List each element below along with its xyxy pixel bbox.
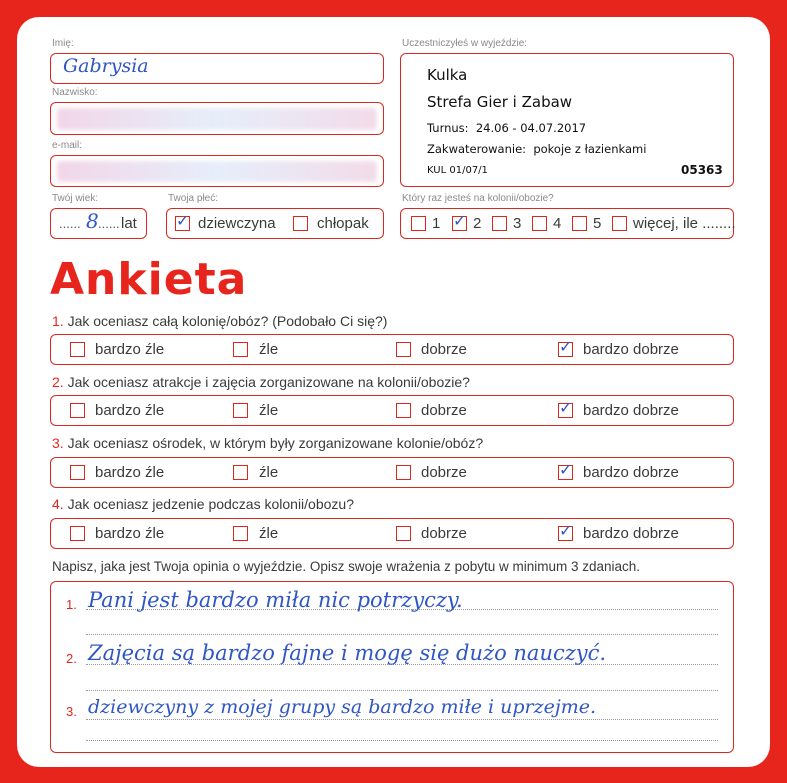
- q1-option-label: dobrze: [421, 341, 467, 358]
- question-number: 2.: [52, 374, 64, 390]
- q2-option-very-good[interactable]: [558, 398, 573, 418]
- times-2-checkbox[interactable]: [452, 211, 467, 231]
- times-more-checkbox[interactable]: [612, 216, 627, 231]
- trip-code: KUL 01/07/1: [427, 165, 488, 176]
- trip-info-box: [400, 53, 734, 187]
- q1-option-label: bardzo dobrze: [583, 341, 679, 358]
- q3-option-label: źle: [259, 464, 279, 481]
- q1-option-good[interactable]: [396, 342, 411, 357]
- name-label: Imię:: [52, 38, 74, 49]
- email-field[interactable]: [50, 155, 384, 187]
- trip-name: Kulka: [427, 66, 468, 84]
- opinion-line-number: 1.: [66, 597, 77, 612]
- q2-option-label: dobrze: [421, 402, 467, 419]
- times-3-label: 3: [513, 215, 522, 232]
- times-5-label: 5: [593, 215, 602, 232]
- turnus-row: [427, 121, 586, 135]
- q1-option-very-bad[interactable]: [70, 342, 85, 357]
- times-3-checkbox[interactable]: [492, 216, 507, 231]
- opinion-line-2: Zajęcia są bardzo fajne i mogę się dużo nauczyć.: [88, 641, 607, 665]
- age-dots-right: ......: [98, 216, 120, 231]
- q2-option-label: bardzo dobrze: [583, 402, 679, 419]
- name-field[interactable]: [50, 53, 384, 84]
- opinion-line-number: 2.: [66, 651, 77, 666]
- writing-line: [86, 690, 718, 691]
- q3-option-very-good[interactable]: [558, 460, 573, 480]
- q4-option-very-good[interactable]: [558, 521, 573, 541]
- opinion-line-3: dziewczyny z mojej grupy są bardzo miłe i uprzejme.: [88, 696, 597, 718]
- question-2-answers: [50, 395, 734, 426]
- q2-option-good[interactable]: [396, 403, 411, 418]
- q4-option-bad[interactable]: [233, 526, 248, 541]
- checkmark-icon: ✓: [559, 337, 573, 356]
- q3-option-very-bad[interactable]: [70, 465, 85, 480]
- surname-redacted: [57, 108, 377, 130]
- question-text: Jak oceniasz jedzenie podczas kolonii/obozu?: [67, 496, 354, 512]
- question-text: Jak oceniasz całą kolonię/obóz? (Podobało Ci się?): [67, 313, 388, 329]
- email-label: e-mail:: [52, 140, 83, 151]
- times-more-label: więcej, ile ........: [633, 215, 736, 232]
- q3-option-label: dobrze: [421, 464, 467, 481]
- accommodation-row: [427, 142, 646, 156]
- q1-option-very-good[interactable]: [558, 337, 573, 357]
- survey-title: Ankieta: [50, 254, 248, 305]
- gender-girl-label: dziewczyna: [198, 215, 276, 232]
- q1-option-bad[interactable]: [233, 342, 248, 357]
- turnus-label: Turnus:: [427, 121, 469, 135]
- q3-option-label: bardzo źle: [95, 464, 165, 481]
- checkmark-icon: ✓: [453, 211, 467, 230]
- writing-line: [86, 719, 718, 720]
- trip-label: Uczestniczyłeś w wyjeździe:: [402, 38, 528, 49]
- q3-option-label: bardzo dobrze: [583, 464, 679, 481]
- times-4-label: 4: [553, 215, 562, 232]
- age-unit: lat: [121, 215, 137, 232]
- accommodation-label: Zakwaterowanie:: [427, 142, 527, 156]
- age-label: Twój wiek:: [52, 193, 99, 204]
- question-4: [52, 496, 354, 512]
- q3-option-good[interactable]: [396, 465, 411, 480]
- times-label: Który raz jesteś na kolonii/obozie?: [402, 193, 554, 204]
- q4-option-label: dobrze: [421, 525, 467, 542]
- gender-girl-checkbox[interactable]: [175, 211, 190, 231]
- checkmark-icon: ✓: [559, 521, 573, 540]
- q2-option-label: źle: [259, 402, 279, 419]
- age-dots-left: ......: [59, 216, 81, 231]
- question-2: [52, 374, 470, 390]
- question-number: 4.: [52, 496, 64, 512]
- q4-option-good[interactable]: [396, 526, 411, 541]
- opinion-prompt: Napisz, jaka jest Twoja opinia o wyjeździe. Opisz swoje wrażenia z pobytu w minimum 3 zdaniach.: [52, 559, 641, 574]
- question-number: 1.: [52, 313, 64, 329]
- q2-option-label: bardzo źle: [95, 402, 165, 419]
- question-1-answers: [50, 334, 734, 365]
- writing-line: [86, 634, 718, 635]
- accommodation-value: pokoje z łazienkami: [533, 142, 647, 156]
- question-3: [52, 435, 483, 451]
- checkmark-icon: ✓: [176, 211, 190, 230]
- question-number: 3.: [52, 435, 64, 451]
- q4-option-label: bardzo źle: [95, 525, 165, 542]
- checkmark-icon: ✓: [559, 398, 573, 417]
- q3-option-bad[interactable]: [233, 465, 248, 480]
- name-value: Gabrysia: [63, 55, 149, 77]
- q4-option-label: bardzo dobrze: [583, 525, 679, 542]
- q1-option-label: bardzo źle: [95, 341, 165, 358]
- question-3-answers: [50, 457, 734, 488]
- email-redacted: [57, 161, 377, 182]
- gender-boy-label: chłopak: [317, 215, 369, 232]
- times-1-checkbox[interactable]: [411, 216, 426, 231]
- age-field[interactable]: [50, 208, 147, 239]
- opinion-line-number: 3.: [66, 704, 77, 719]
- checkmark-icon: ✓: [559, 460, 573, 479]
- times-group: [400, 208, 734, 239]
- q1-option-label: źle: [259, 341, 279, 358]
- gender-group: [166, 208, 384, 239]
- times-5-checkbox[interactable]: [572, 216, 587, 231]
- q4-option-very-bad[interactable]: [70, 526, 85, 541]
- trip-number: 05363: [681, 163, 723, 177]
- question-text: Jak oceniasz ośrodek, w którym były zorganizowane kolonie/obóz?: [67, 435, 484, 451]
- turnus-value: 24.06 - 04.07.2017: [475, 121, 587, 135]
- times-4-checkbox[interactable]: [532, 216, 547, 231]
- surname-label: Nazwisko:: [52, 87, 98, 98]
- surname-field[interactable]: [50, 102, 384, 135]
- gender-label: Twoja płeć:: [168, 193, 219, 204]
- writing-line: [86, 740, 718, 741]
- q2-option-bad[interactable]: [233, 403, 248, 418]
- q2-option-very-bad[interactable]: [70, 403, 85, 418]
- opinion-line-1: Pani jest bardzo miła nic potrzyczy.: [88, 588, 463, 612]
- q4-option-label: źle: [259, 525, 279, 542]
- times-2-label: 2: [473, 215, 482, 232]
- question-1: [52, 313, 387, 329]
- question-4-answers: [50, 518, 734, 549]
- age-value: 8: [86, 209, 99, 233]
- times-1-label: 1: [432, 215, 441, 232]
- trip-subtitle: Strefa Gier i Zabaw: [427, 93, 573, 111]
- gender-boy-checkbox[interactable]: [293, 216, 308, 231]
- question-text: Jak oceniasz atrakcje i zajęcia zorganizowane na kolonii/obozie?: [67, 374, 470, 390]
